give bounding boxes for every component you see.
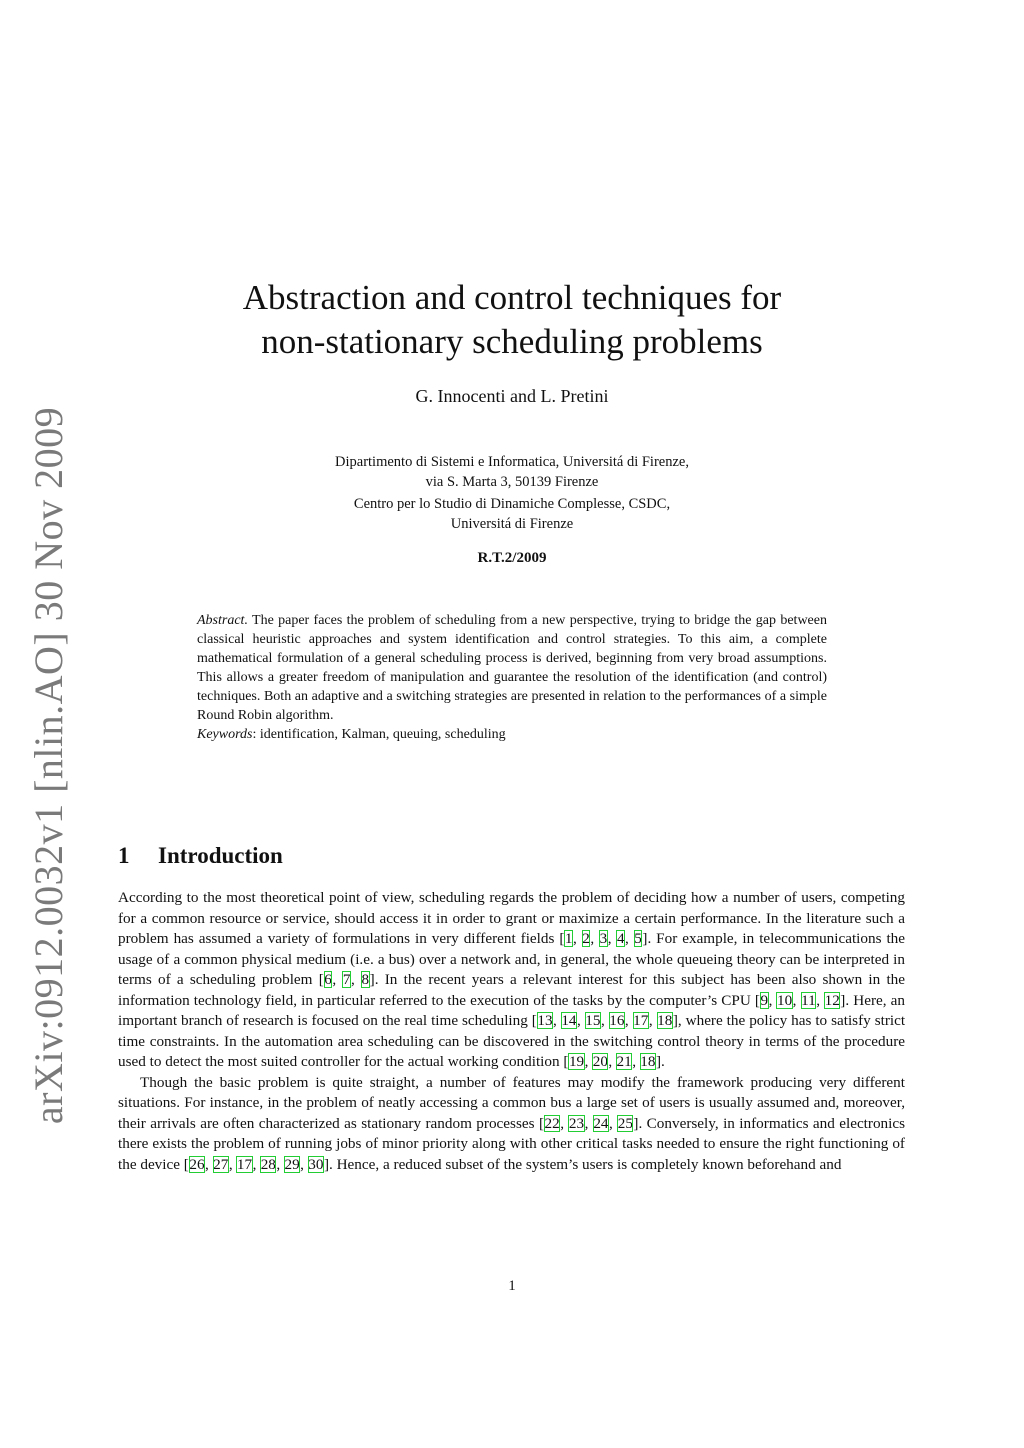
citation-link[interactable]: 21	[616, 1053, 632, 1070]
citation-link[interactable]: 17	[236, 1155, 253, 1173]
citation-link[interactable]: 10	[776, 991, 793, 1009]
citation-link[interactable]: 4	[616, 930, 625, 947]
citation-group: [26, 27, 17, 28, 29, 30]	[183, 1155, 329, 1173]
citation-link[interactable]: 3	[599, 930, 608, 947]
paragraph-text: . Conversely, in informatics and electronics there exists the problem of running jobs of minor priority along with other critical tasks needed to ensure the right functioning of the device	[118, 1114, 906, 1173]
paragraph-text: Though the basic problem is quite straight, a number of features may modify the framework producing very different situations. For instance, in the problem of neatly accessing a common bus a large set of users is usually assumed and, moreover, their arrivals are often characterized as stationary random processes	[118, 1073, 905, 1132]
paragraph-2	[118, 1073, 905, 1176]
citation-link[interactable]: 5	[634, 930, 642, 947]
citation-link[interactable]: 11	[801, 991, 816, 1009]
citation-link[interactable]: 17	[633, 1012, 649, 1029]
abstract-label: Abstract.	[197, 613, 248, 628]
citation-link[interactable]: 26	[189, 1155, 205, 1173]
paragraph-text: .	[661, 1053, 665, 1070]
citation-group: [13, 14, 15, 16, 17, 18]	[531, 1012, 678, 1029]
citation-link[interactable]: 16	[609, 1012, 625, 1029]
section-number: 1	[118, 843, 130, 868]
keywords-label: Keywords	[197, 727, 253, 742]
citation-group: [6, 7, 8]	[318, 971, 375, 988]
citation-link[interactable]: 18	[657, 1012, 673, 1029]
affiliation-1-line-2: via S. Marta 3, 50139 Firenze	[425, 474, 599, 490]
citation-link[interactable]: 13	[537, 1012, 553, 1029]
paragraph-text: , where the policy has to satisfy strict time constraints. In the automation area scheduling can be discovered in the switching control theory in terms of the procedure used to detect the most suited controller for the actual working condition	[118, 1012, 906, 1070]
affiliation-1-line-1: Dipartimento di Sistemi e Informatica, Universitá di Firenze,	[335, 454, 689, 470]
body-text	[118, 888, 905, 1175]
citation-link[interactable]: 28	[260, 1155, 276, 1173]
paragraph-1	[118, 888, 905, 1073]
abstract	[197, 611, 827, 744]
affiliation-2-line-2: Universitá di Firenze	[450, 516, 574, 532]
citation-link[interactable]: 24	[593, 1114, 609, 1132]
citation-link[interactable]: 18	[640, 1053, 656, 1070]
citation-group: [22, 23, 24, 25]	[538, 1114, 639, 1132]
citation-link[interactable]: 20	[592, 1053, 608, 1070]
paragraph-text: According to the most theoretical point of view, scheduling regards the problem of deciding how a number of users, competing for a common resource or service, should access it in order to grant or maximize a certain performance. In the literature such a problem has assumed a variety of formulations in very different fields	[118, 889, 905, 947]
arxiv-stamp	[18, 406, 80, 1124]
affiliation-2	[120, 494, 904, 534]
citation-link[interactable]: 1	[564, 930, 573, 947]
citation-link[interactable]: 19	[568, 1053, 585, 1070]
section-title: Introduction	[158, 843, 283, 868]
citation-link[interactable]: 8	[361, 971, 370, 988]
citation-link[interactable]: 2	[582, 930, 590, 947]
citation-link[interactable]: 15	[585, 1012, 601, 1029]
citation-link[interactable]: 14	[561, 1012, 577, 1029]
affiliation-1	[120, 452, 904, 492]
citation-link[interactable]: 12	[824, 991, 840, 1009]
citation-link[interactable]: 27	[213, 1155, 229, 1173]
citation-link[interactable]: 30	[308, 1155, 324, 1173]
citation-link[interactable]: 6	[324, 971, 332, 988]
citation-link[interactable]: 7	[342, 971, 351, 988]
paragraph-text: . In the recent years a relevant interest for this subject has been also shown in the information technology field, in particular referred to the execution of the tasks by the computer’s CPU	[118, 971, 905, 1009]
citation-link[interactable]: 23	[568, 1114, 585, 1132]
page-number: 1	[508, 1278, 516, 1294]
citation-group: [19, 20, 21, 18]	[563, 1053, 662, 1070]
paragraph-text: . Here, an important branch of research is focused on the real time scheduling	[118, 991, 905, 1029]
abstract-text: The paper faces the problem of scheduling from a new perspective, trying to bridge the gap between classical heuristic approaches and system identification and control strategies. To this aim, a complete mathematical formulation of a general scheduling process is derived, beginning from very broad assumptions. This allows a greater freedom of manipulation and guarantee the resolution of the identification (and control) techniques. Both an adaptive and a switching strategies are presented in relation to the performances of a simple Round Robin algorithm.	[197, 613, 827, 723]
keywords-text: : identification, Kalman, queuing, scheduling	[252, 727, 506, 742]
citation-link[interactable]: 25	[617, 1114, 633, 1132]
paragraph-text: . For example, in telecommunications the usage of a common physical medium (i.e. a bus) over a network and, in general, the whole queueing theory can be interpreted in terms of a scheduling problem	[118, 930, 906, 988]
authors: G. Innocenti and L. Pretini	[415, 386, 609, 406]
title-line-2: non-stationary scheduling problems	[261, 322, 763, 361]
citation-link[interactable]: 22	[544, 1114, 560, 1132]
title-line-1: Abstraction and control techniques for	[242, 278, 782, 317]
report-number: R.T.2/2009	[477, 550, 547, 566]
affiliation-2-line-1: Centro per lo Studio di Dinamiche Complesse, CSDC,	[353, 496, 671, 512]
section-heading	[118, 843, 283, 869]
paragraph-text: . Hence, a reduced subset of the system’s users is completely known beforehand and	[329, 1155, 842, 1173]
citation-group: [9, 10, 11, 12]	[754, 991, 846, 1009]
citation-group: [1, 2, 3, 4, 5]	[559, 930, 648, 947]
citation-link[interactable]: 9	[760, 991, 769, 1009]
arxiv-stamp-text: arXiv:0912.0032v1 [nlin.AO] 30 Nov 2009	[26, 406, 72, 1124]
paper-title	[120, 276, 904, 364]
citation-link[interactable]: 29	[284, 1155, 300, 1173]
